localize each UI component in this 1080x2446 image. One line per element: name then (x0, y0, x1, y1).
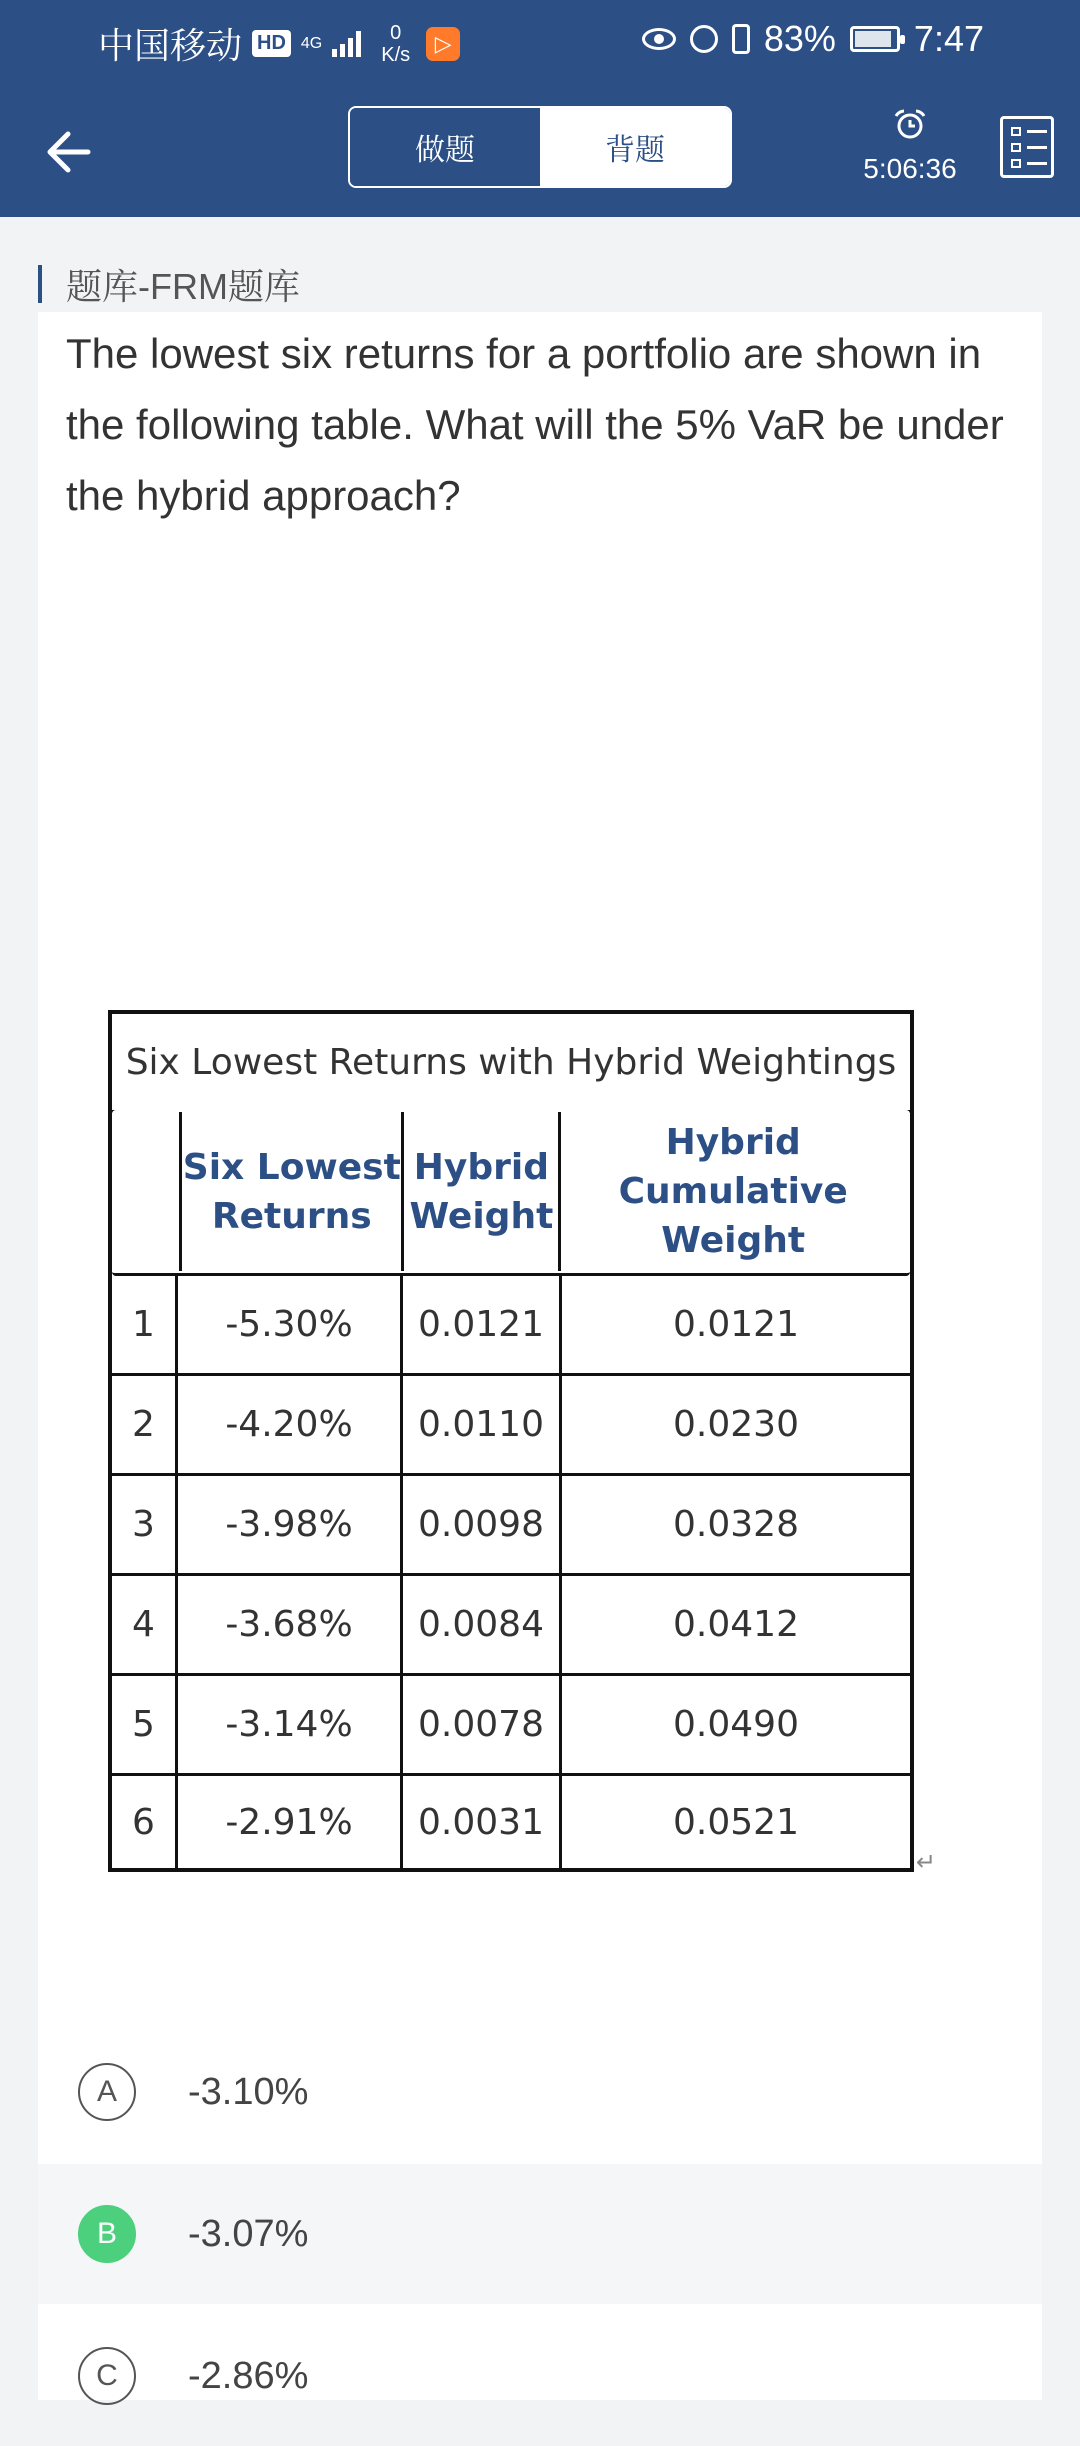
exam-timer (858, 108, 962, 185)
option-letter: A (78, 2063, 136, 2121)
option-c[interactable] (38, 2306, 1042, 2446)
table-cell: 0.0328 (673, 1504, 799, 1545)
table-cell: 4 (112, 1576, 178, 1673)
breadcrumb-marker (38, 265, 42, 303)
network-type: 4G (300, 34, 323, 52)
tab-practice[interactable]: 做题 (350, 108, 540, 186)
table-header-cell (117, 1112, 182, 1271)
top-bar (0, 0, 1080, 217)
table-cell: 0.0121 (403, 1276, 562, 1373)
table-cell: -5.30% (178, 1276, 403, 1373)
back-arrow-icon[interactable] (42, 124, 98, 180)
table-cell: 0.0110 (403, 1376, 562, 1473)
table-cell: 5 (112, 1676, 178, 1773)
table-cell: 3 (112, 1476, 178, 1573)
tab-memorize[interactable]: 背题 (540, 108, 730, 186)
alarm-icon (690, 25, 718, 53)
table-cell: 2 (112, 1376, 178, 1473)
battery-icon (850, 26, 900, 52)
table-row (112, 1776, 910, 1868)
nav-bar (0, 100, 1080, 200)
table-row (112, 1376, 910, 1476)
table-cell: 0.0084 (403, 1576, 562, 1673)
option-a[interactable] (38, 2022, 1042, 2162)
battery-percent: 83% (763, 18, 836, 59)
speed-unit: K/s (381, 43, 411, 66)
option-value: -3.07% (188, 2212, 309, 2255)
hd-badge: HD (252, 30, 291, 57)
clock-time: 7:47 (913, 18, 984, 59)
breadcrumb (38, 262, 300, 306)
option-value: -2.86% (188, 2354, 309, 2397)
alarm-clock-icon (890, 108, 930, 140)
table-cell: -3.68% (178, 1576, 403, 1673)
question-text: The lowest six returns for a portfolio are shown in the following table. What will the 5% VaR be under the hybrid approach? (66, 330, 1004, 519)
table-cell: 0.0098 (403, 1476, 562, 1573)
option-b[interactable] (38, 2164, 1042, 2304)
answer-sheet-icon[interactable] (1000, 116, 1054, 178)
table-cell: -3.14% (178, 1676, 403, 1773)
table-row (112, 1676, 910, 1776)
table-cell: 0.0121 (673, 1304, 799, 1345)
table-cell: -4.20% (178, 1376, 403, 1473)
table-title: Six Lowest Returns with Hybrid Weightings (112, 1014, 910, 1113)
mode-toggle (348, 106, 732, 188)
option-value: -3.10% (188, 2070, 309, 2113)
table-row (112, 1276, 910, 1376)
table-cell: 6 (112, 1776, 178, 1868)
signal-icon (332, 31, 361, 57)
timer-value: 5:06:36 (863, 153, 957, 184)
table-cell: 0.0230 (673, 1404, 799, 1445)
option-letter: C (78, 2347, 136, 2405)
option-letter: B (78, 2205, 136, 2263)
carrier-name: 中国移动 (98, 25, 243, 66)
breadcrumb-label: 题库-FRM题库 (66, 265, 300, 307)
app-notification-icon: ▷ (426, 27, 460, 61)
network-speed (381, 22, 410, 66)
table-cell: 0.0490 (673, 1704, 799, 1745)
table-row (112, 1576, 910, 1676)
return-mark: ↵ (916, 1849, 937, 1876)
vibrate-icon (732, 24, 750, 54)
question-card (38, 312, 1042, 2400)
status-bar (0, 0, 1080, 80)
table-cell: 0.0521 (673, 1801, 799, 1843)
table-header-cell: Hybrid Cumulative Weight (618, 1122, 848, 1261)
table-cell: 0.0031 (403, 1776, 562, 1868)
eye-comfort-icon (642, 28, 676, 50)
table-header-cell: Hybrid Weight (404, 1112, 561, 1271)
table-cell: -2.91% (178, 1776, 403, 1868)
speed-value: 0 (390, 21, 402, 44)
table-cell: -3.98% (178, 1476, 403, 1573)
returns-table (108, 1010, 914, 1872)
table-cell: 1 (112, 1276, 178, 1373)
table-header-cell: Six Lowest Returns (182, 1112, 404, 1271)
table-cell: 0.0412 (673, 1604, 799, 1645)
table-row (112, 1476, 910, 1576)
table-header-row (112, 1110, 910, 1276)
table-cell: 0.0078 (403, 1676, 562, 1773)
